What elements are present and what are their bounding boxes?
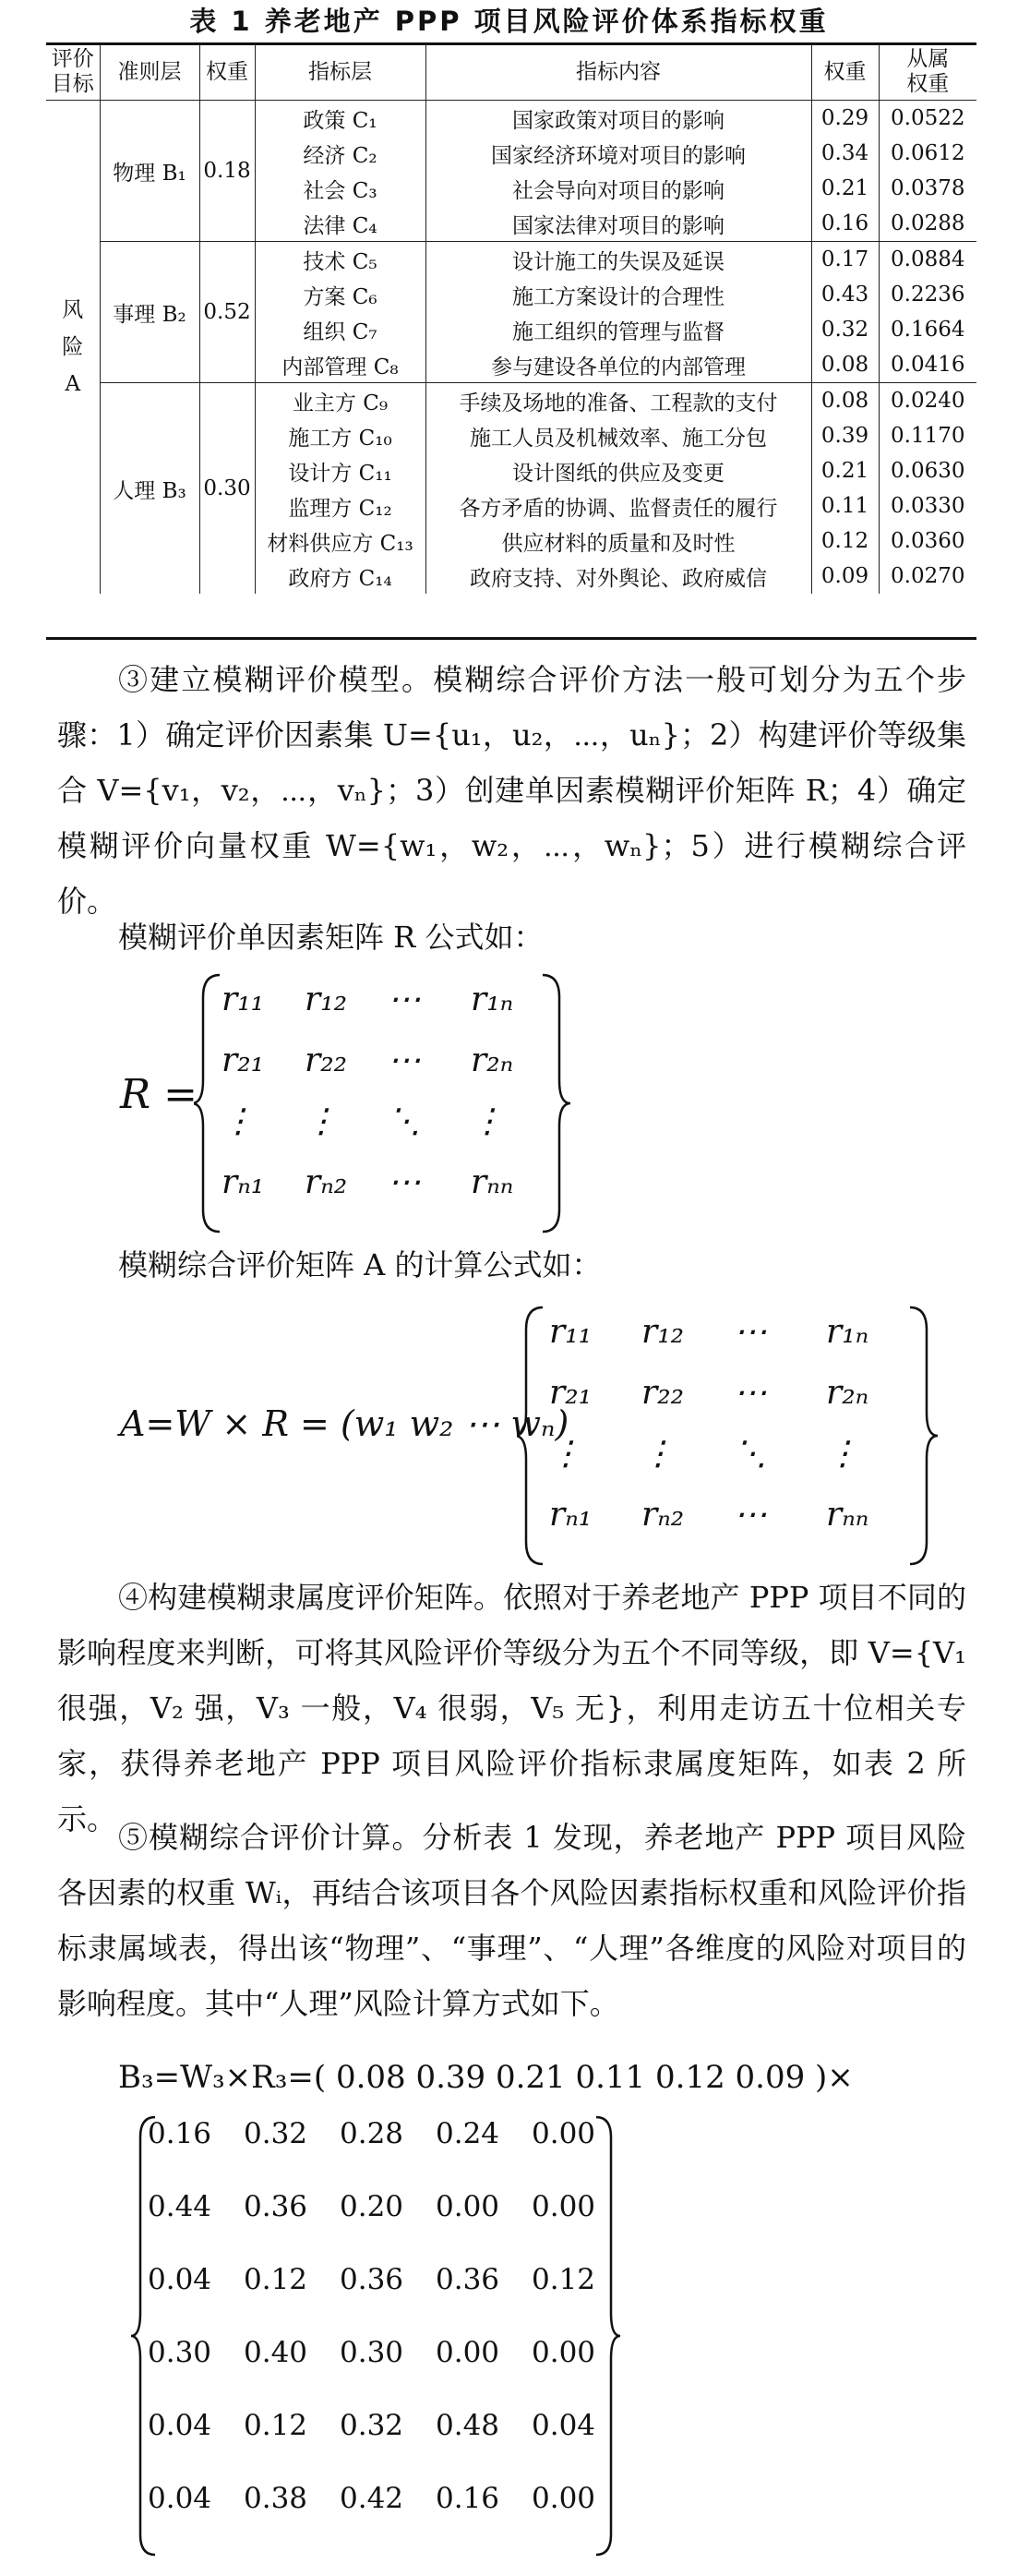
matrix-a-cell: ⋮: [826, 1435, 859, 1473]
paragraph-step4: ④构建模糊隶属度评价矩阵。依照对于养老地产 PPP 项目不同的影响程度来判断，可将其风险评价等级分为五个不同等级，即 V={V₁ 很强，V₂ 强，V₃ 一般，V₄ 很弱，V₅ 无}，利用走访五十位相关专家，获得养老地产 PPP 项目风险评价指标隶属度矩阵，如表 2 所示。: [57, 1580, 966, 1836]
formula-r3: [129, 2110, 646, 2562]
matrix-r3-cell: 0.00: [532, 2336, 596, 2369]
sub-weight-cell: 0.0612: [891, 141, 965, 165]
matrix-r3-cell: 0.36: [436, 2263, 500, 2296]
matrix-r3-cell: 0.30: [340, 2336, 404, 2369]
matrix-a-cell: r₁ₙ: [826, 1313, 869, 1351]
matrix-a-intro: 模糊综合评价矩阵 A 的计算公式如：: [118, 1247, 602, 1282]
matrix-r3-cell: 0.16: [148, 2117, 212, 2150]
b3-equation: B₃=W₃×R₃=( 0.08 0.39 0.21 0.11 0.12 0.09 )×: [118, 2059, 854, 2096]
weight-cell: 0.17: [811, 242, 879, 278]
matrix-r-cell: ⋱: [388, 1102, 421, 1140]
content-cell: 各方矛盾的协调、监督责任的履行: [425, 488, 811, 524]
matrix-r3-cell: 0.32: [340, 2409, 404, 2442]
matrix-a-cell: ⋱: [734, 1435, 767, 1473]
matrix-r3-cell: 0.04: [148, 2409, 212, 2442]
generic-matrix-a: [549, 1313, 918, 1562]
matrix-r-cell: r₂₂: [305, 1041, 348, 1079]
matrix-r-cell: rₙₙ: [471, 1163, 514, 1201]
content-cell: 施工组织的管理与监督: [425, 312, 811, 347]
indicator-cell: 业主方 C₉: [255, 383, 425, 419]
matrix-r3-cell: 0.24: [436, 2117, 500, 2150]
matrix-a-cell: r₁₂: [641, 1313, 685, 1351]
weight-cell: 0.12: [811, 524, 879, 559]
weight-cell: 0.08: [811, 383, 879, 419]
matrix-r-cell: ⋮: [305, 1102, 338, 1140]
weight-cell: 0.11: [811, 488, 879, 524]
matrix-r-cell: rₙ₂: [305, 1163, 348, 1201]
matrix-r3-cell: 0.00: [436, 2336, 500, 2369]
matrix-r3-cell: 0.36: [340, 2263, 404, 2296]
content-cell: 施工方案设计的合理性: [425, 277, 811, 312]
matrix-r3-cell: 0.20: [340, 2190, 404, 2223]
content-cell: 社会导向对项目的影响: [425, 171, 811, 206]
sub-weight-cell: 0.0288: [891, 211, 965, 235]
indicator-cell: 组织 C₇: [255, 312, 425, 347]
indicator-cell: 监理方 C₁₂: [255, 488, 425, 524]
matrix-r-cell: ⋯: [388, 1041, 421, 1079]
indicator-cell: 经济 C₂: [255, 136, 425, 171]
paragraph-step3: ③建立模糊评价模型。模糊综合评价方法一般可划分为五个步骤：1）确定评价因素集 U={u₁，u₂，⋯，uₙ}；2）构建评价等级集合 V={v₁，v₂，⋯，vₙ}；3）创建单因素模糊评价矩阵 R；4）确定模糊评价向量权重 W={w₁，w₂，⋯，wₙ}；5）进行模糊综合评价。: [57, 662, 966, 919]
matrix-a-cell: ⋯: [734, 1374, 767, 1412]
rule-cell: 物理 B₁: [100, 101, 199, 242]
matrix-r3-cell: 0.00: [436, 2190, 500, 2223]
risk-weight-table: [46, 44, 976, 594]
content-cell: 设计图纸的供应及变更: [425, 453, 811, 488]
rule-weight-cell: 0.52: [199, 242, 255, 383]
matrix-r-intro: 模糊评价单因素矩阵 R 公式如：: [118, 920, 544, 955]
header-indicator-weight: 权重: [811, 44, 879, 101]
matrix-a-cell: ⋮: [549, 1435, 582, 1473]
table-row: [46, 101, 976, 137]
indicator-cell: 政府方 C₁₄: [255, 559, 425, 594]
matrix-r-cell: rₙ₁: [222, 1163, 265, 1201]
matrix-r3-cell: 0.00: [532, 2117, 596, 2150]
matrix-a-cell: ⋯: [734, 1496, 767, 1534]
matrix-r-cell: r₁ₙ: [471, 981, 514, 1018]
weight-cell: 0.43: [811, 277, 879, 312]
matrix-a-cell: ⋮: [641, 1435, 675, 1473]
indicator-cell: 内部管理 C₈: [255, 347, 425, 383]
sub-weight-cell: 0.0330: [891, 494, 965, 518]
weight-cell: 0.08: [811, 347, 879, 383]
weight-cell: 0.21: [811, 453, 879, 488]
content-cell: 国家经济环境对项目的影响: [425, 136, 811, 171]
sub-weight-cell: 0.0416: [891, 353, 965, 377]
matrix-r-cell: r₁₁: [222, 981, 265, 1018]
formula-a: [120, 1302, 951, 1570]
goal-cell: 风险 A: [46, 101, 100, 595]
matrix-a-cell: r₂ₙ: [826, 1374, 869, 1412]
matrix-r3-cell: 0.40: [244, 2336, 308, 2369]
indicator-cell: 社会 C₃: [255, 171, 425, 206]
header-sub-weight: 从属权重: [879, 44, 976, 101]
indicator-cell: 施工方 C₁₀: [255, 418, 425, 453]
formula-a-lhs: A=W × R = (w₁ w₂ ⋯ wₙ): [120, 1403, 569, 1444]
content-cell: 手续及场地的准备、工程款的支付: [425, 383, 811, 419]
matrix-r-cell: ⋯: [388, 981, 421, 1018]
rule-cell: 人理 B₃: [100, 383, 199, 595]
indicator-cell: 材料供应方 C₁₃: [255, 524, 425, 559]
matrix-r3-cell: 0.04: [148, 2263, 212, 2296]
table-title: 表 1 养老地产 PPP 项目风险评价体系指标权重: [189, 6, 829, 37]
weight-cell: 0.09: [811, 559, 879, 594]
table-row: [46, 242, 976, 278]
content-cell: 供应材料的质量和及时性: [425, 524, 811, 559]
matrix-r-cell: r₁₂: [305, 981, 348, 1018]
matrix-a-cell: rₙ₁: [549, 1496, 593, 1534]
table-row: [46, 383, 976, 419]
matrix-r-cell: r₂ₙ: [471, 1041, 514, 1079]
matrix-r3-cell: 0.12: [244, 2409, 308, 2442]
matrix-r3-cell: 0.04: [532, 2409, 596, 2442]
weight-cell: 0.21: [811, 171, 879, 206]
matrix-r-cell: ⋮: [222, 1102, 255, 1140]
content-cell: 设计施工的失误及延误: [425, 242, 811, 278]
formula-r-lhs: R =: [120, 1071, 198, 1118]
header-rule: 准则层: [100, 44, 199, 101]
paragraph-step5: ⑤模糊综合评价计算。分析表 1 发现，养老地产 PPP 项目风险各因素的权重 Wᵢ，再结合该项目各个风险因素指标权重和风险评价指标隶属域表，得出该“物理”、“事理”、“人理”各维度的风险对项目的影响程度。其中“人理”风险计算方式如下。: [57, 1820, 966, 2021]
matrix-r-cell: ⋯: [388, 1163, 421, 1201]
content-cell: 国家政策对项目的影响: [425, 101, 811, 137]
matrix-r3-cell: 0.00: [532, 2190, 596, 2223]
weight-cell: 0.34: [811, 136, 879, 171]
matrix-r3-cell: 0.16: [436, 2482, 500, 2515]
weight-cell: 0.39: [811, 418, 879, 453]
sub-weight-cell: 0.0378: [891, 176, 965, 200]
sub-weight-cell: 0.2236: [891, 283, 965, 307]
matrix-r-cell: ⋮: [471, 1102, 504, 1140]
matrix-r3-cell: 0.04: [148, 2482, 212, 2515]
content-cell: 政府支持、对外舆论、政府威信: [425, 559, 811, 594]
matrix-a-cell: ⋯: [734, 1313, 767, 1351]
matrix-a-cell: r₁₁: [549, 1313, 593, 1351]
table-bottom-rule: [46, 637, 976, 640]
indicator-cell: 方案 C₆: [255, 277, 425, 312]
weight-cell: 0.32: [811, 312, 879, 347]
matrix-a-cell: rₙ₂: [641, 1496, 685, 1534]
rule-cell: 事理 B₂: [100, 242, 199, 383]
matrix-r3-cell: 0.48: [436, 2409, 500, 2442]
sub-weight-cell: 0.0240: [879, 383, 976, 419]
indicator-cell: 技术 C₅: [255, 242, 425, 278]
matrix-r3-cell: 0.30: [148, 2336, 212, 2369]
sub-weight-cell: 0.0884: [879, 242, 976, 278]
weight-cell: 0.16: [811, 206, 879, 242]
sub-weight-cell: 0.0270: [891, 564, 965, 588]
content-cell: 国家法律对项目的影响: [425, 206, 811, 242]
content-cell: 施工人员及机械效率、施工分包: [425, 418, 811, 453]
matrix-a-cell: r₂₁: [549, 1374, 593, 1412]
generic-matrix-r: [222, 981, 554, 1230]
matrix-r-cell: r₂₁: [222, 1041, 265, 1079]
matrix-r3-cell: 0.28: [340, 2117, 404, 2150]
weight-cell: 0.29: [811, 101, 879, 137]
header-indicator: 指标层: [255, 44, 425, 101]
matrix-r3-cell: 0.38: [244, 2482, 308, 2515]
header-content: 指标内容: [425, 44, 811, 101]
numeric-matrix-r3: [148, 2117, 628, 2557]
matrix-r3-cell: 0.00: [532, 2482, 596, 2515]
sub-weight-cell: 0.0522: [879, 101, 976, 137]
sub-weight-cell: 0.0360: [891, 529, 965, 553]
matrix-r3-cell: 0.44: [148, 2190, 212, 2223]
indicator-cell: 设计方 C₁₁: [255, 453, 425, 488]
indicator-cell: 法律 C₄: [255, 206, 425, 242]
matrix-r3-cell: 0.12: [532, 2263, 596, 2296]
sub-weight-cell: 0.1170: [891, 424, 965, 448]
indicator-cell: 政策 C₁: [255, 101, 425, 137]
matrix-r3-cell: 0.32: [244, 2117, 308, 2150]
table-header-row: [46, 44, 976, 101]
content-cell: 参与建设各单位的内部管理: [425, 347, 811, 383]
sub-weight-cell: 0.0630: [891, 459, 965, 483]
matrix-r3-cell: 0.36: [244, 2190, 308, 2223]
matrix-r3-cell: 0.42: [340, 2482, 404, 2515]
matrix-a-cell: r₂₂: [641, 1374, 685, 1412]
formula-r: [120, 969, 581, 1237]
rule-weight-cell: 0.30: [199, 383, 255, 595]
rule-weight-cell: 0.18: [199, 101, 255, 242]
sub-weight-cell: 0.1664: [891, 318, 965, 342]
matrix-r3-cell: 0.12: [244, 2263, 308, 2296]
header-weight: 权重: [199, 44, 255, 101]
matrix-a-cell: rₙₙ: [826, 1496, 869, 1534]
header-goal: 评价目标: [46, 44, 100, 101]
